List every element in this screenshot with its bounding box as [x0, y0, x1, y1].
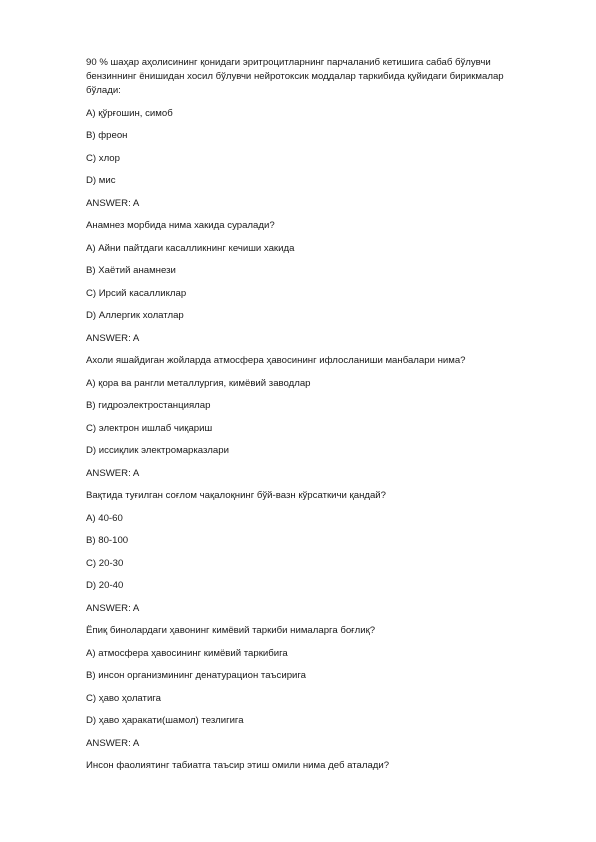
answer-key: ANSWER: A	[86, 467, 140, 479]
answer-option: A) 40-60	[86, 512, 123, 524]
answer-option: C) электрон ишлаб чиқариш	[86, 422, 213, 434]
answer-option: A) қора ва рангли металлургия, кимёвий заводлар	[86, 377, 311, 389]
question-text: Инсон фаолиятинг табиатга таъсир этиш омили нима деб аталади?	[86, 760, 390, 772]
answer-key: ANSWER: A	[86, 332, 140, 344]
answer-option: C) ҳаво ҳолатига	[86, 692, 161, 704]
answer-option: B) гидроэлектростанциялар	[86, 400, 211, 412]
answer-option: D) ҳаво ҳаракати(шамол) тезлигига	[86, 715, 244, 727]
answer-option: B) инсон организмининг денатурацион таъсирига	[86, 670, 307, 682]
answer-option: D) Аллергик холатлар	[86, 310, 184, 322]
answer-option: C) 20-30	[86, 557, 124, 569]
answer-option: A) қўрғошин, симоб	[86, 107, 173, 119]
answer-option: D) мис	[86, 175, 116, 187]
question-text: 90 % шаҳар аҳолисининг қонидаги эритроцитларнинг парчаланиб кетишига сабаб бўлувчи бензиннинг ёнишидан хосил бўлувчи нейротоксик моддалар таркибида қуйидаги бирикмалар бўлади:	[86, 57, 504, 97]
answer-key: ANSWER: A	[86, 197, 140, 209]
answer-option: C) хлор	[86, 152, 120, 164]
answer-option: B) фреон	[86, 130, 128, 142]
question-text: Ёпиқ бинолардаги ҳавонинг кимёвий таркиби нималарга боғлиқ?	[86, 625, 376, 637]
answer-option: A) Айни пайтдаги касалликнинг кечиши хакида	[86, 242, 295, 254]
answer-option: B) 80-100	[86, 535, 129, 547]
answer-key: ANSWER: A	[86, 602, 140, 614]
answer-option: C) Ирсий касалликлар	[86, 287, 187, 299]
answer-option: B) Хаётий анамнези	[86, 265, 176, 277]
quiz-content	[86, 56, 526, 782]
answer-option: A) атмосфера ҳавосининг кимёвий таркибига	[86, 647, 288, 659]
answer-key: ANSWER: A	[86, 737, 140, 749]
question-text: Анамнез морбида нима хакида суралади?	[86, 220, 275, 232]
question-text: Вақтида туғилган соғлом чақалоқнинг бўй-вазн кўрсаткичи қандай?	[86, 490, 387, 502]
answer-option: D) 20-40	[86, 580, 124, 592]
question-text: Ахоли яшайдиган жойларда атмосфера ҳавосининг ифлосланиши манбалари нима?	[86, 355, 466, 367]
answer-option: D) иссиқлик электромарказлари	[86, 445, 229, 457]
